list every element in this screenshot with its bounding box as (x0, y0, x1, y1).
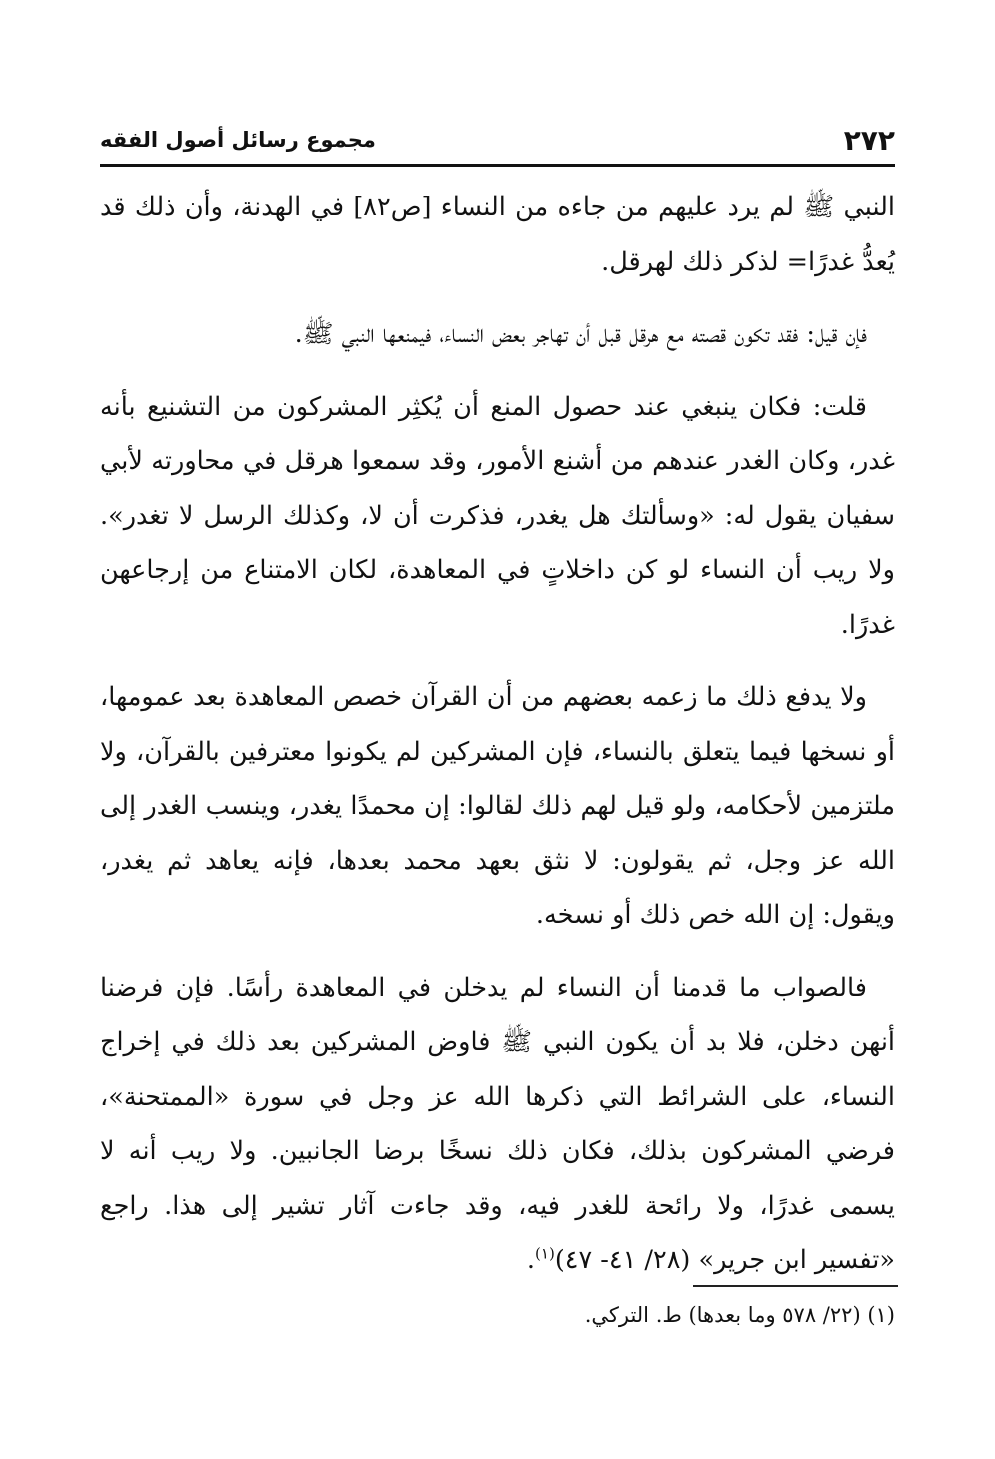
paragraph: ولا يدفع ذلك ما زعمه بعضهم من أن القرآن خصص المعاهدة بعد عمومها، أو نسخها فيما يتعلق بالنساء، فإن المشركين لم يكونوا معترفين بالقرآن، ولا ملتزمين لأحكامه، ولو قيل لهم ذلك لقالوا: إن محمدًا يغدر، وينسب الغدر إلى الله عز وجل، ثم يقولون: لا نثق بعهد محمد بعدها، فإنه يعاهد ثم يغدر، ويقول: إن الله خص ذلك أو نسخه. (100, 682, 895, 930)
paragraph: النبي ﷺ لم يرد عليهم من جاءه من النساء [ص٨٢] في الهدنة، وأن ذلك قد يُعدُّ غدرًا= لذكر ذلك لهرقل. (100, 192, 896, 277)
paragraph-text: فالصواب ما قدمنا أن النساء لم يدخلن في المعاهدة رأسًا. فإن فرضنا أنهن دخلن، فلا بد أن يكون النبي ﷺ فاوض المشركين بعد ذلك في إخراج النساء، على الشرائط التي ذكرها الله عز وجل في سورة «الممتحنة»، فرضي المشركون بذلك، فكان ذلك نسخًا برضا الجانبين. ولا ريب أنه لا يسمى غدرًا، ولا رائحة للغدر فيه، وقد جاءت آثار تشير إلى هذا. راجع «تفسير ابن جرير» (٢٨/ ٤١- ٤٧) (100, 972, 895, 1275)
page-header (100, 118, 895, 167)
footnote-reference: (١) (535, 1244, 555, 1263)
page-number: ٢٧٢ (843, 124, 895, 157)
footnote: (١) (٢٢/ ٥٧٨ وما بعدها) ط. التركي. (584, 1303, 895, 1327)
paragraph-with-footnote (100, 961, 895, 1288)
footnote-divider (693, 1285, 898, 1287)
paragraph: قلت: فكان ينبغي عند حصول المنع أن يُكثِر المشركون من التشنيع بأنه غدر، وكان الغدر عندهم من أشنع الأمور، وقد سمعوا هرقل في محاورته لأبي سفيان يقول له: «وسألتك هل يغدر، فذكرت أن لا، وكذلك الرسل لا تغدر». ولا ريب أن النساء لو كن داخلاتٍ في المعاهدة، لكان الامتناع من إرجاعهن غدرًا. (100, 391, 895, 640)
main-text (100, 180, 895, 1306)
running-title: مجموع رسائل أصول الفقه (100, 128, 376, 152)
paragraph-end-mark: . (526, 1245, 536, 1275)
paragraph: فإن قيل: فقد تكون قصته مع هرقل قبل أن تهاجر بعض النساء، فيمنعها النبي ﷺ. (294, 319, 867, 349)
